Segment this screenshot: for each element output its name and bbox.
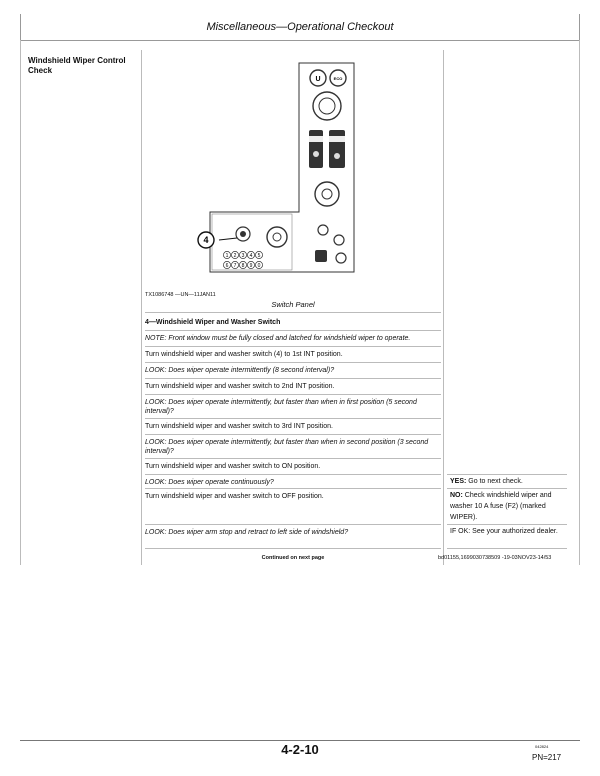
result-yes-label: YES: [450,478,467,485]
procedure-look: LOOK: Does wiper operate continuously? [145,479,274,486]
svg-text:9: 9 [249,263,253,269]
procedure-look: LOOK: Does wiper operate intermittently (8 second interval)? [145,367,335,374]
svg-text:7: 7 [233,263,237,269]
dial-knob-icon [315,182,339,206]
step-title: 4—Windshield Wiper and Washer Switch [145,319,281,326]
svg-text:4: 4 [249,253,253,259]
procedure-step: Turn windshield wiper and washer switch to ON position. [145,463,321,470]
procedure-step: Turn windshield wiper and washer switch to 3rd INT position. [145,423,333,430]
svg-text:8: 8 [241,263,245,269]
result-no [450,490,568,523]
svg-text:2: 2 [233,253,237,259]
procedure-step: Turn windshield wiper and washer switch (4) to 1st INT position. [145,351,343,358]
page-number: 4-2-10 [281,742,319,757]
switch-panel-diagram [203,62,359,282]
svg-text:3: 3 [241,253,245,259]
footer-code: 042824 [535,744,549,749]
pn-number: PN=217 [532,753,562,762]
rotary-knob-icon [313,92,341,120]
document-id: bd01155,1699030738509 -19-03NOV23-14/53 [438,555,552,561]
result-no-text: Check windshield wiper and washer 10 A fuse (F2) (marked WIPER). [450,492,552,521]
ignition-switch-icon [267,227,287,247]
procedure-look: LOOK: Does wiper arm stop and retract to left side of windshield? [145,529,349,536]
procedure-note: NOTE: Front window must be fully closed and latched for windshield wiper to operate. [145,335,411,342]
procedure-look: LOOK: Does wiper operate intermittently, but faster than when in second position (3 second interval)? [145,439,429,455]
svg-text:4: 4 [203,235,209,245]
section-title: Windshield Wiper Control Check [28,56,126,75]
result-yes [450,476,568,487]
page-header-title: Miscellaneous—Operational Checkout [206,21,394,33]
rocker-switch-icon [329,130,345,168]
svg-text:ECO: ECO [333,76,343,81]
procedure-look: LOOK: Does wiper operate intermittently, but faster than when in first position (5 second interval)? [145,399,417,415]
result-if-ok: IF OK: See your authorized dealer. [450,528,558,535]
svg-text:6: 6 [225,263,229,269]
svg-text:5: 5 [257,253,261,259]
svg-text:0: 0 [257,263,261,269]
result-yes-text: Go to next check. [468,478,523,485]
figure-id: TX1086748 —UN—11JAN11 [145,292,216,298]
continued-note: Continued on next page [261,555,325,561]
svg-text:U: U [315,76,321,83]
svg-text:1: 1 [225,253,229,259]
rocker-switch-icon [309,130,323,168]
hazard-button-icon [315,250,327,262]
result-no-label: NO: [450,492,463,499]
figure-caption: Switch Panel [271,300,315,309]
procedure-step: Turn windshield wiper and washer switch to OFF position. [145,493,324,500]
procedure-step: Turn windshield wiper and washer switch to 2nd INT position. [145,383,335,390]
